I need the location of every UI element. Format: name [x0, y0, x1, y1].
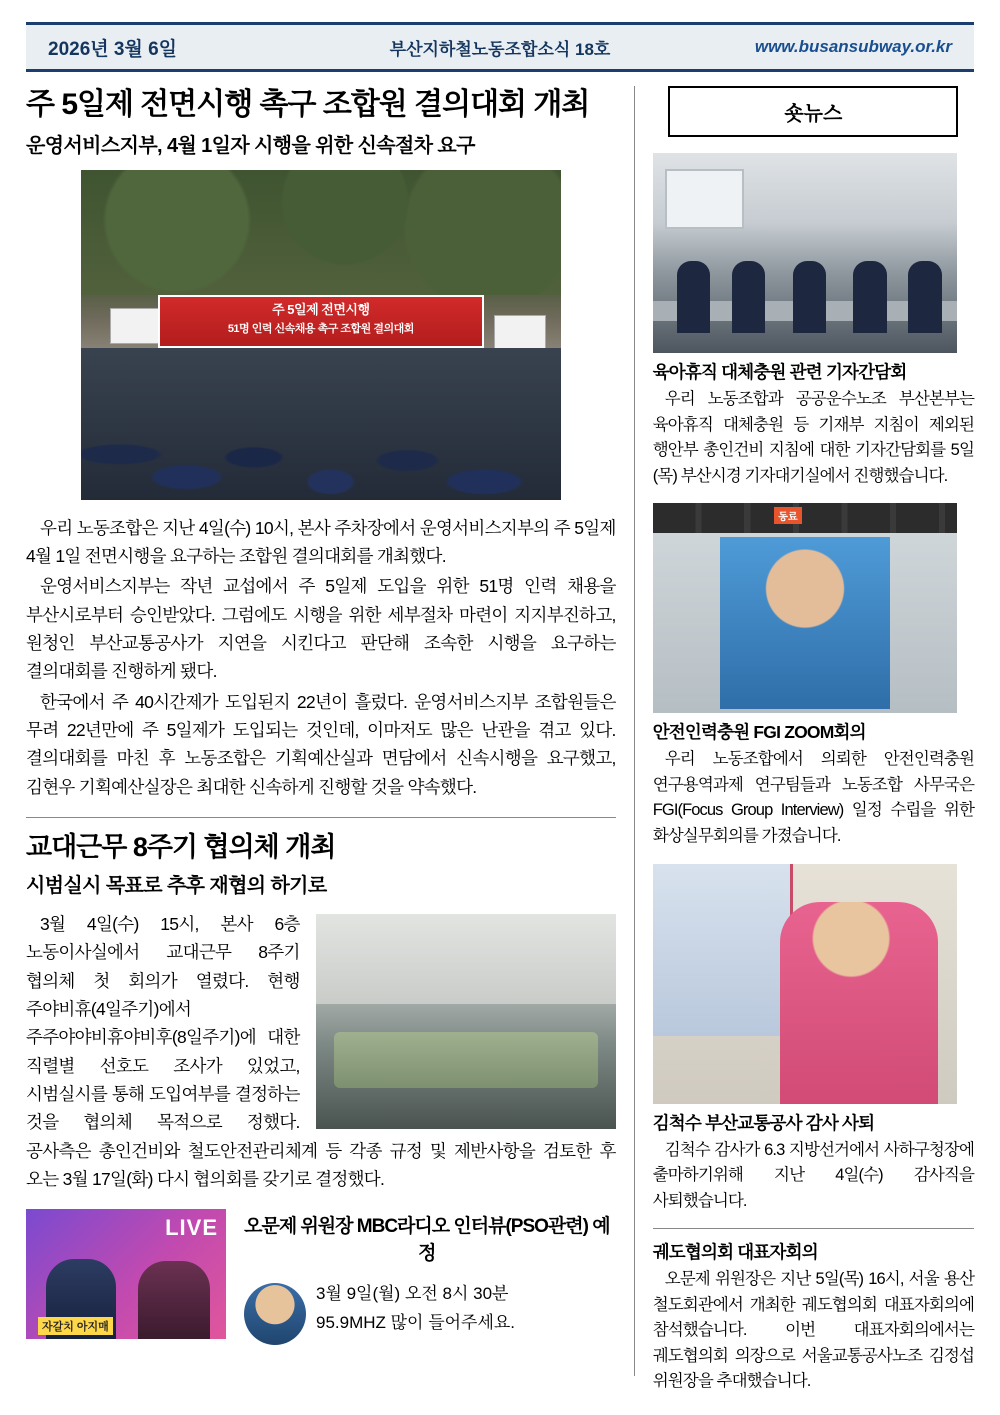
- article2-body: [26, 910, 616, 1195]
- press-briefing-photo: [653, 153, 957, 353]
- photo-table: [334, 1032, 598, 1088]
- article1-subhead: 운영서비스지부, 4월 1일자 시행을 위한 신속절차 요구: [26, 134, 475, 157]
- masthead: [26, 22, 974, 72]
- radio-photo-caption: 자갈치 아지매: [38, 1317, 113, 1335]
- article-divider: [26, 817, 616, 818]
- side-item-title: 궤도협의회 대표자회의: [652, 1242, 818, 1263]
- radio-promo-time: 3월 9일(월) 오전 8시 30분: [316, 1284, 509, 1304]
- main-column: [26, 86, 635, 1376]
- side-item-body: 김척수 감사가 6.3 지방선거에서 사하구청장에 출마하기위해 지난 4일(수) 감사직을 사퇴했습니다.: [652, 1140, 974, 1210]
- side-item-body: 우리 노동조합에서 의뢰한 안전인력충원 연구용역과제 연구팀들과 노동조합 사무국은 FGI(Focus Group Interview) 일정 수립을 위한 화상실무회의를 가졌습니다.: [652, 750, 974, 845]
- auditor-photo: [653, 864, 957, 1104]
- side-item-4: [653, 1239, 974, 1395]
- photo-person: [732, 261, 765, 333]
- photo-wall: [316, 914, 616, 1004]
- photo-banner-line1: 주 5일제 전면시행: [272, 301, 370, 317]
- photo-person: [908, 261, 941, 333]
- article1-paragraph: 한국에서 주 40시간제가 도입된지 22년이 흘렀다. 운영서비스지부 조합원들은 무려 22년만에 주 5일제가 도입되는 것인데, 이마저도 많은 난관을 겪고 있다. 결의대회를 마친 후 노동조합은 기획예산실과 면담에서 신속시행을 요구했고, 김현우 기획예산실장은 최대한 신속하게 진행할 것을 약속했다.: [26, 691, 616, 797]
- photo-crowd: [81, 348, 561, 500]
- photo-person: [138, 1261, 210, 1339]
- masthead-title: 부산지하철노동조합소식 18호: [389, 39, 611, 59]
- masthead-date: 2026년 3월 6일: [48, 38, 178, 60]
- radio-promo-photo: [26, 1209, 226, 1339]
- photo-hedge: [81, 170, 561, 295]
- article1-paragraph: 우리 노동조합은 지난 4일(수) 10시, 본사 주차장에서 운영서비스지부의 주 5일제 4월 1일 전면시행을 요구하는 조합원 결의대회를 개최했다.: [26, 517, 616, 566]
- photo-person: [793, 261, 826, 333]
- side-column: [635, 86, 974, 1391]
- side-divider: [653, 1228, 974, 1229]
- side-item-3: [653, 864, 974, 1215]
- photo-window: [665, 169, 744, 229]
- article2-headline: 교대근무 8주기 협의체 개최: [26, 831, 336, 862]
- article2-paragraph: 3월 4일(수) 15시, 본사 6층 노동이사실에서 교대근무 8주기 협의체 첫 회의가 열렸다. 현행 주야비휴(4일주기)에서 주주야야비휴야비후(8일주기)에 대한 직렬별 선호도 조사가 있었고, 시범실시를 통해 도입여부를 결정하는 것을 협의체 목적으로 정했다. 공사측은 총인건비와 철도안전관리체계 등 각종 규정 및 제반사항을 검토한 후 오는 3월 17일(화) 다시 협의회를 갖기로 결정했다.: [26, 913, 616, 1190]
- photo-person: [677, 261, 710, 333]
- side-item-title: 육아휴직 대체충원 관련 기자간담회: [652, 362, 907, 382]
- photo-person: [853, 261, 886, 333]
- photo-person: [780, 902, 938, 1104]
- rally-photo: [81, 170, 561, 500]
- photo-poster: [653, 864, 793, 1037]
- radio-promo: [26, 1205, 616, 1349]
- host-avatar: [244, 1283, 306, 1345]
- zoom-meeting-photo: [653, 503, 957, 713]
- meeting-photo: [316, 914, 616, 1129]
- article1-paragraph: 운영서비스지부는 작년 교섭에서 주 5일제 도입을 위한 51명 인력 채용을 부산시로부터 승인받았다. 그럼에도 시행을 위한 세부절차 마련이 지지부진하고, 원청인 부산교통공사가 지연을 시킨다고 판단해 조속한 시행을 요구하는 결의대회를 진행하게 됐다.: [26, 576, 616, 682]
- radio-promo-frequency: 95.9MHZ 많이 들어주세요.: [316, 1313, 516, 1333]
- article1-headline: 주 5일제 전면시행 촉구 조합원 결의대회 개최: [26, 88, 590, 121]
- article1-body: [26, 514, 616, 801]
- side-item-1: [653, 153, 974, 489]
- masthead-url[interactable]: www.busansubway.or.kr: [754, 37, 952, 56]
- content-columns: [26, 86, 974, 1391]
- photo-participant-tiles: [653, 503, 957, 532]
- photo-main-speaker: [720, 537, 890, 709]
- zoom-tag: 동료: [774, 507, 801, 524]
- photo-banner-line2: 51명 인력 신속채용 촉구 조합원 결의대회: [227, 323, 414, 336]
- shortnews-header: 숏뉴스: [668, 86, 958, 137]
- side-item-title: 안전인력충원 FGI ZOOM회의: [652, 722, 866, 743]
- radio-promo-title: 오문제 위원장 MBC라디오 인터뷰(PSO관련) 예정: [244, 1216, 610, 1265]
- photo-banner: [158, 295, 484, 348]
- side-item-title: 김척수 부산교통공사 감사 사퇴: [652, 1112, 875, 1133]
- live-badge: LIVE: [165, 1215, 218, 1241]
- side-item-body: 우리 노동조합과 공공운수노조 부산본부는 육아휴직 대체충원 등 기재부 지침이 제외된 행안부 총인건비 지침에 대한 기자간담회를 5일(목) 부산시경 기자대기실에서 진행했습니다.: [652, 390, 974, 485]
- article2-subhead: 시범실시 목표로 추후 재협의 하기로: [26, 874, 327, 897]
- side-item-2: [653, 503, 974, 849]
- side-item-body: 오문제 위원장은 지난 5일(목) 16시, 서울 용산 철도회관에서 개최한 궤도협의회 대표자회의에 참석했습니다. 이번 대표자회의에서는 궤도협의회 의장으로 서울교통공사노조 김정섭 위원장을 추대했습니다.: [652, 1270, 974, 1391]
